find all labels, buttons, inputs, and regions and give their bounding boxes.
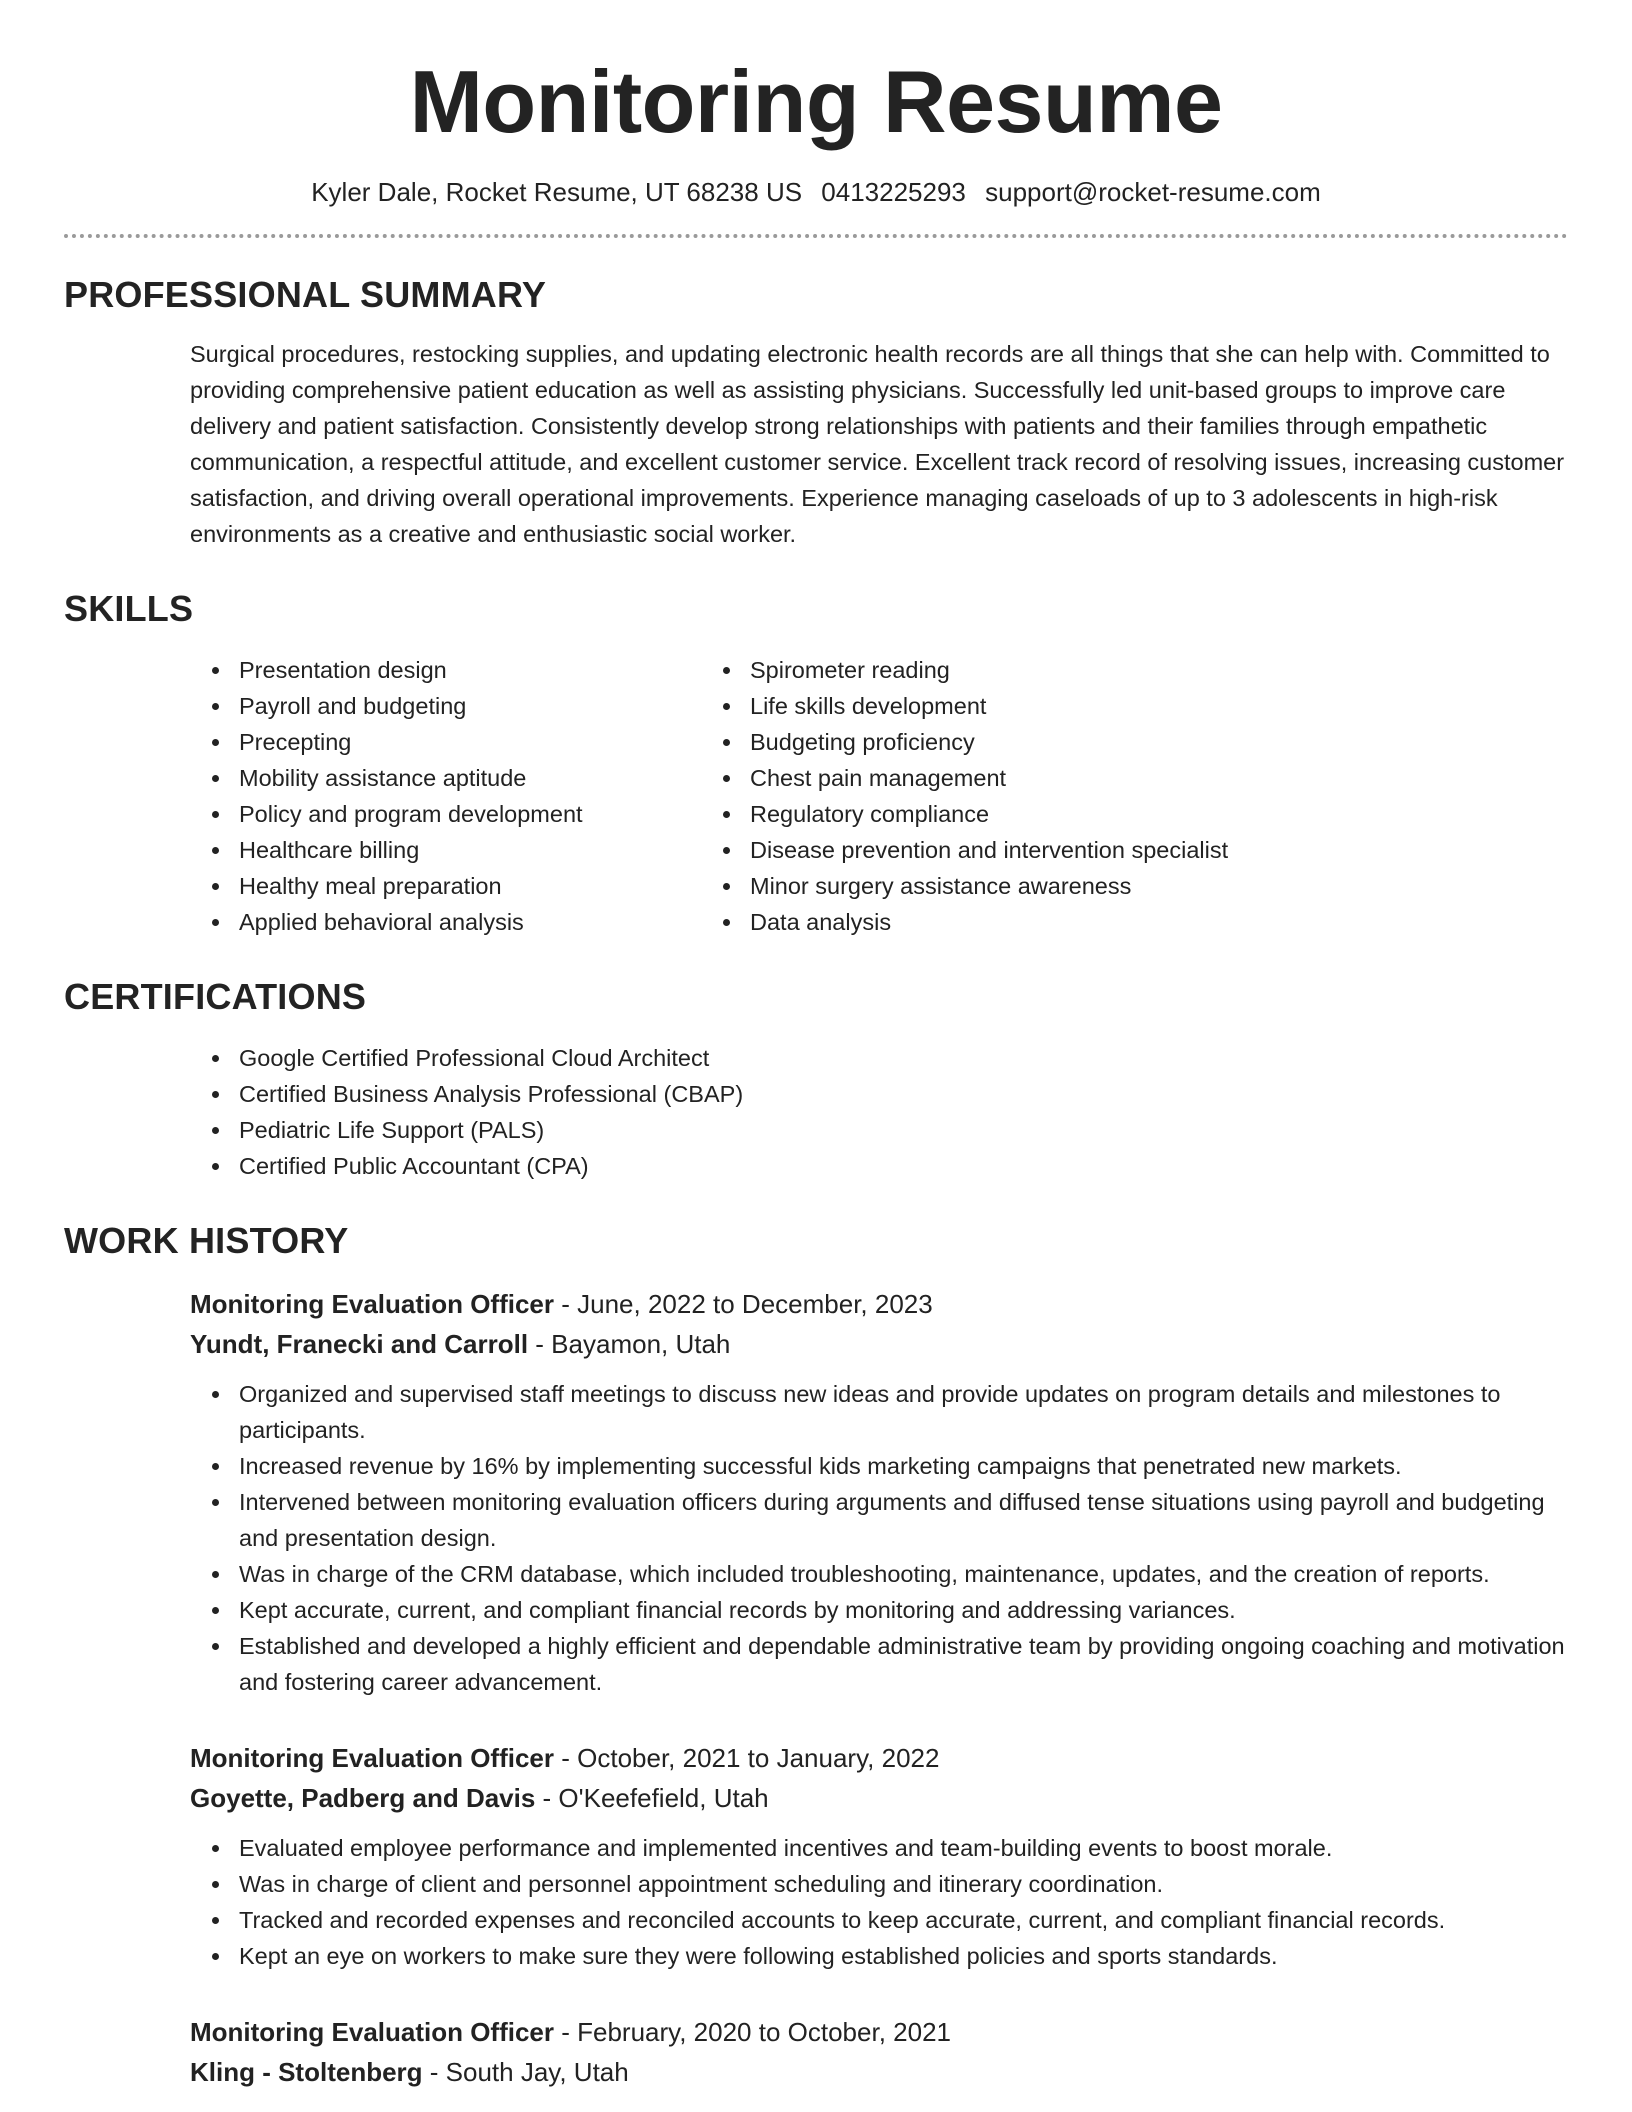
job-role: Monitoring Evaluation Officer xyxy=(190,1288,555,1319)
certifications-section xyxy=(64,976,1568,1184)
skill-item: • Presentation design xyxy=(233,652,744,688)
job-duty: • Tracked and recorded expenses and reconciled accounts to keep accurate, current, and compliant financial records. xyxy=(233,1902,1568,1938)
skill-item: • Chest pain management xyxy=(744,760,1228,796)
skill-item: • Budgeting proficiency xyxy=(744,724,1228,760)
job-company-line xyxy=(190,1778,1568,1818)
job-company: Goyette, Padberg and Davis xyxy=(190,1782,536,1813)
job-duty: • Established and developed a highly efficient and dependable administrative team by providing ongoing coaching and motivation and fostering career advancement. xyxy=(233,1628,1568,1700)
job-entry xyxy=(190,1284,1568,1700)
skill-item: • Payroll and budgeting xyxy=(233,688,744,724)
certification-item: • Pediatric Life Support (PALS) xyxy=(233,1112,1568,1148)
job-company: Kling - Stoltenberg xyxy=(190,2056,423,2087)
job-duties xyxy=(233,1830,1568,1974)
skill-item: • Mobility assistance aptitude xyxy=(233,760,744,796)
job-duty: • Kept an eye on workers to make sure they were following established policies and sports standards. xyxy=(233,1938,1568,1974)
summary-text: Surgical procedures, restocking supplies, and updating electronic health records are all things that she can help with. Committed to providing comprehensive patient education as well as assisting physicians. Successfully led unit-based groups to improve care delivery and patient satisfaction. Consistently develop strong relationships with patients and their families through empathetic communication, a respectful attitude, and excellent customer service. Excellent track record of resolving issues, increasing customer satisfaction, and driving overall operational improvements. Experience managing caseloads of up to 3 adolescents in high-risk environments as a creative and enthusiastic social worker. xyxy=(190,340,1565,547)
skills-column-1 xyxy=(64,652,744,940)
certification-item: • Google Certified Professional Cloud Architect xyxy=(233,1040,1568,1076)
summary-heading: PROFESSIONAL SUMMARY xyxy=(64,273,547,315)
certifications-heading: CERTIFICATIONS xyxy=(64,975,367,1017)
job-duties xyxy=(233,1376,1568,1700)
job-duty: • Was in charge of client and personnel appointment scheduling and itinerary coordination. xyxy=(233,1866,1568,1902)
job-entry xyxy=(190,2012,1568,2092)
job-title-line xyxy=(190,2012,1568,2052)
contact-email: support@rocket-resume.com xyxy=(985,176,1321,207)
skills-heading: SKILLS xyxy=(64,587,194,629)
skill-item: • Life skills development xyxy=(744,688,1228,724)
skill-item: • Data analysis xyxy=(744,904,1228,940)
job-location: - Bayamon, Utah xyxy=(528,1328,731,1359)
job-duty: • Intervened between monitoring evaluation officers during arguments and diffused tense situations using payroll and budgeting and presentation design. xyxy=(233,1484,1568,1556)
job-duty: • Increased revenue by 16% by implementing successful kids marketing campaigns that penetrated new markets. xyxy=(233,1448,1568,1484)
contact-phone: 0413225293 xyxy=(821,176,966,207)
job-entry xyxy=(190,1738,1568,1974)
skill-item: • Applied behavioral analysis xyxy=(233,904,744,940)
skills-section xyxy=(64,588,1568,940)
skill-item: • Spirometer reading xyxy=(744,652,1228,688)
certification-item: • Certified Business Analysis Professional (CBAP) xyxy=(233,1076,1568,1112)
job-title-line xyxy=(190,1284,1568,1324)
job-location: - South Jay, Utah xyxy=(422,2056,629,2087)
job-company: Yundt, Franecki and Carroll xyxy=(190,1328,529,1359)
skill-item: • Healthy meal preparation xyxy=(233,868,744,904)
skill-item: • Policy and program development xyxy=(233,796,744,832)
job-duty: • Was in charge of the CRM database, which included troubleshooting, maintenance, updates, and the creation of reports. xyxy=(233,1556,1568,1592)
job-duty: • Evaluated employee performance and implemented incentives and team-building events to boost morale. xyxy=(233,1830,1568,1866)
skills-columns xyxy=(64,652,1568,940)
resume-title: Monitoring Resume xyxy=(409,52,1223,151)
contact-line xyxy=(64,177,1568,208)
job-role: Monitoring Evaluation Officer xyxy=(190,1742,555,1773)
skill-item: • Regulatory compliance xyxy=(744,796,1228,832)
contact-address: Kyler Dale, Rocket Resume, UT 68238 US xyxy=(311,176,803,207)
work-history-section xyxy=(64,1220,1568,2092)
job-role: Monitoring Evaluation Officer xyxy=(190,2016,555,2047)
job-dates: - February, 2020 to October, 2021 xyxy=(554,2016,951,2047)
certification-item: • Certified Public Accountant (CPA) xyxy=(233,1148,1568,1184)
work-history-heading: WORK HISTORY xyxy=(64,1219,349,1261)
job-title-line xyxy=(190,1738,1568,1778)
job-company-line xyxy=(190,1324,1568,1364)
header-divider xyxy=(64,234,1568,238)
summary-section xyxy=(64,274,1568,552)
job-dates: - June, 2022 to December, 2023 xyxy=(554,1288,933,1319)
resume-header xyxy=(64,0,1568,208)
job-duty: • Kept accurate, current, and compliant financial records by monitoring and addressing variances. xyxy=(233,1592,1568,1628)
certifications-list xyxy=(233,1040,1568,1184)
job-dates: - October, 2021 to January, 2022 xyxy=(554,1742,940,1773)
skill-item: • Minor surgery assistance awareness xyxy=(744,868,1228,904)
skill-item: • Precepting xyxy=(233,724,744,760)
job-location: - O'Keefefield, Utah xyxy=(535,1782,769,1813)
job-duty: • Organized and supervised staff meetings to discuss new ideas and provide updates on program details and milestones to participants. xyxy=(233,1376,1568,1448)
skill-item: • Healthcare billing xyxy=(233,832,744,868)
skills-column-2 xyxy=(744,652,1228,940)
skill-item: • Disease prevention and intervention specialist xyxy=(744,832,1228,868)
job-company-line xyxy=(190,2052,1568,2092)
